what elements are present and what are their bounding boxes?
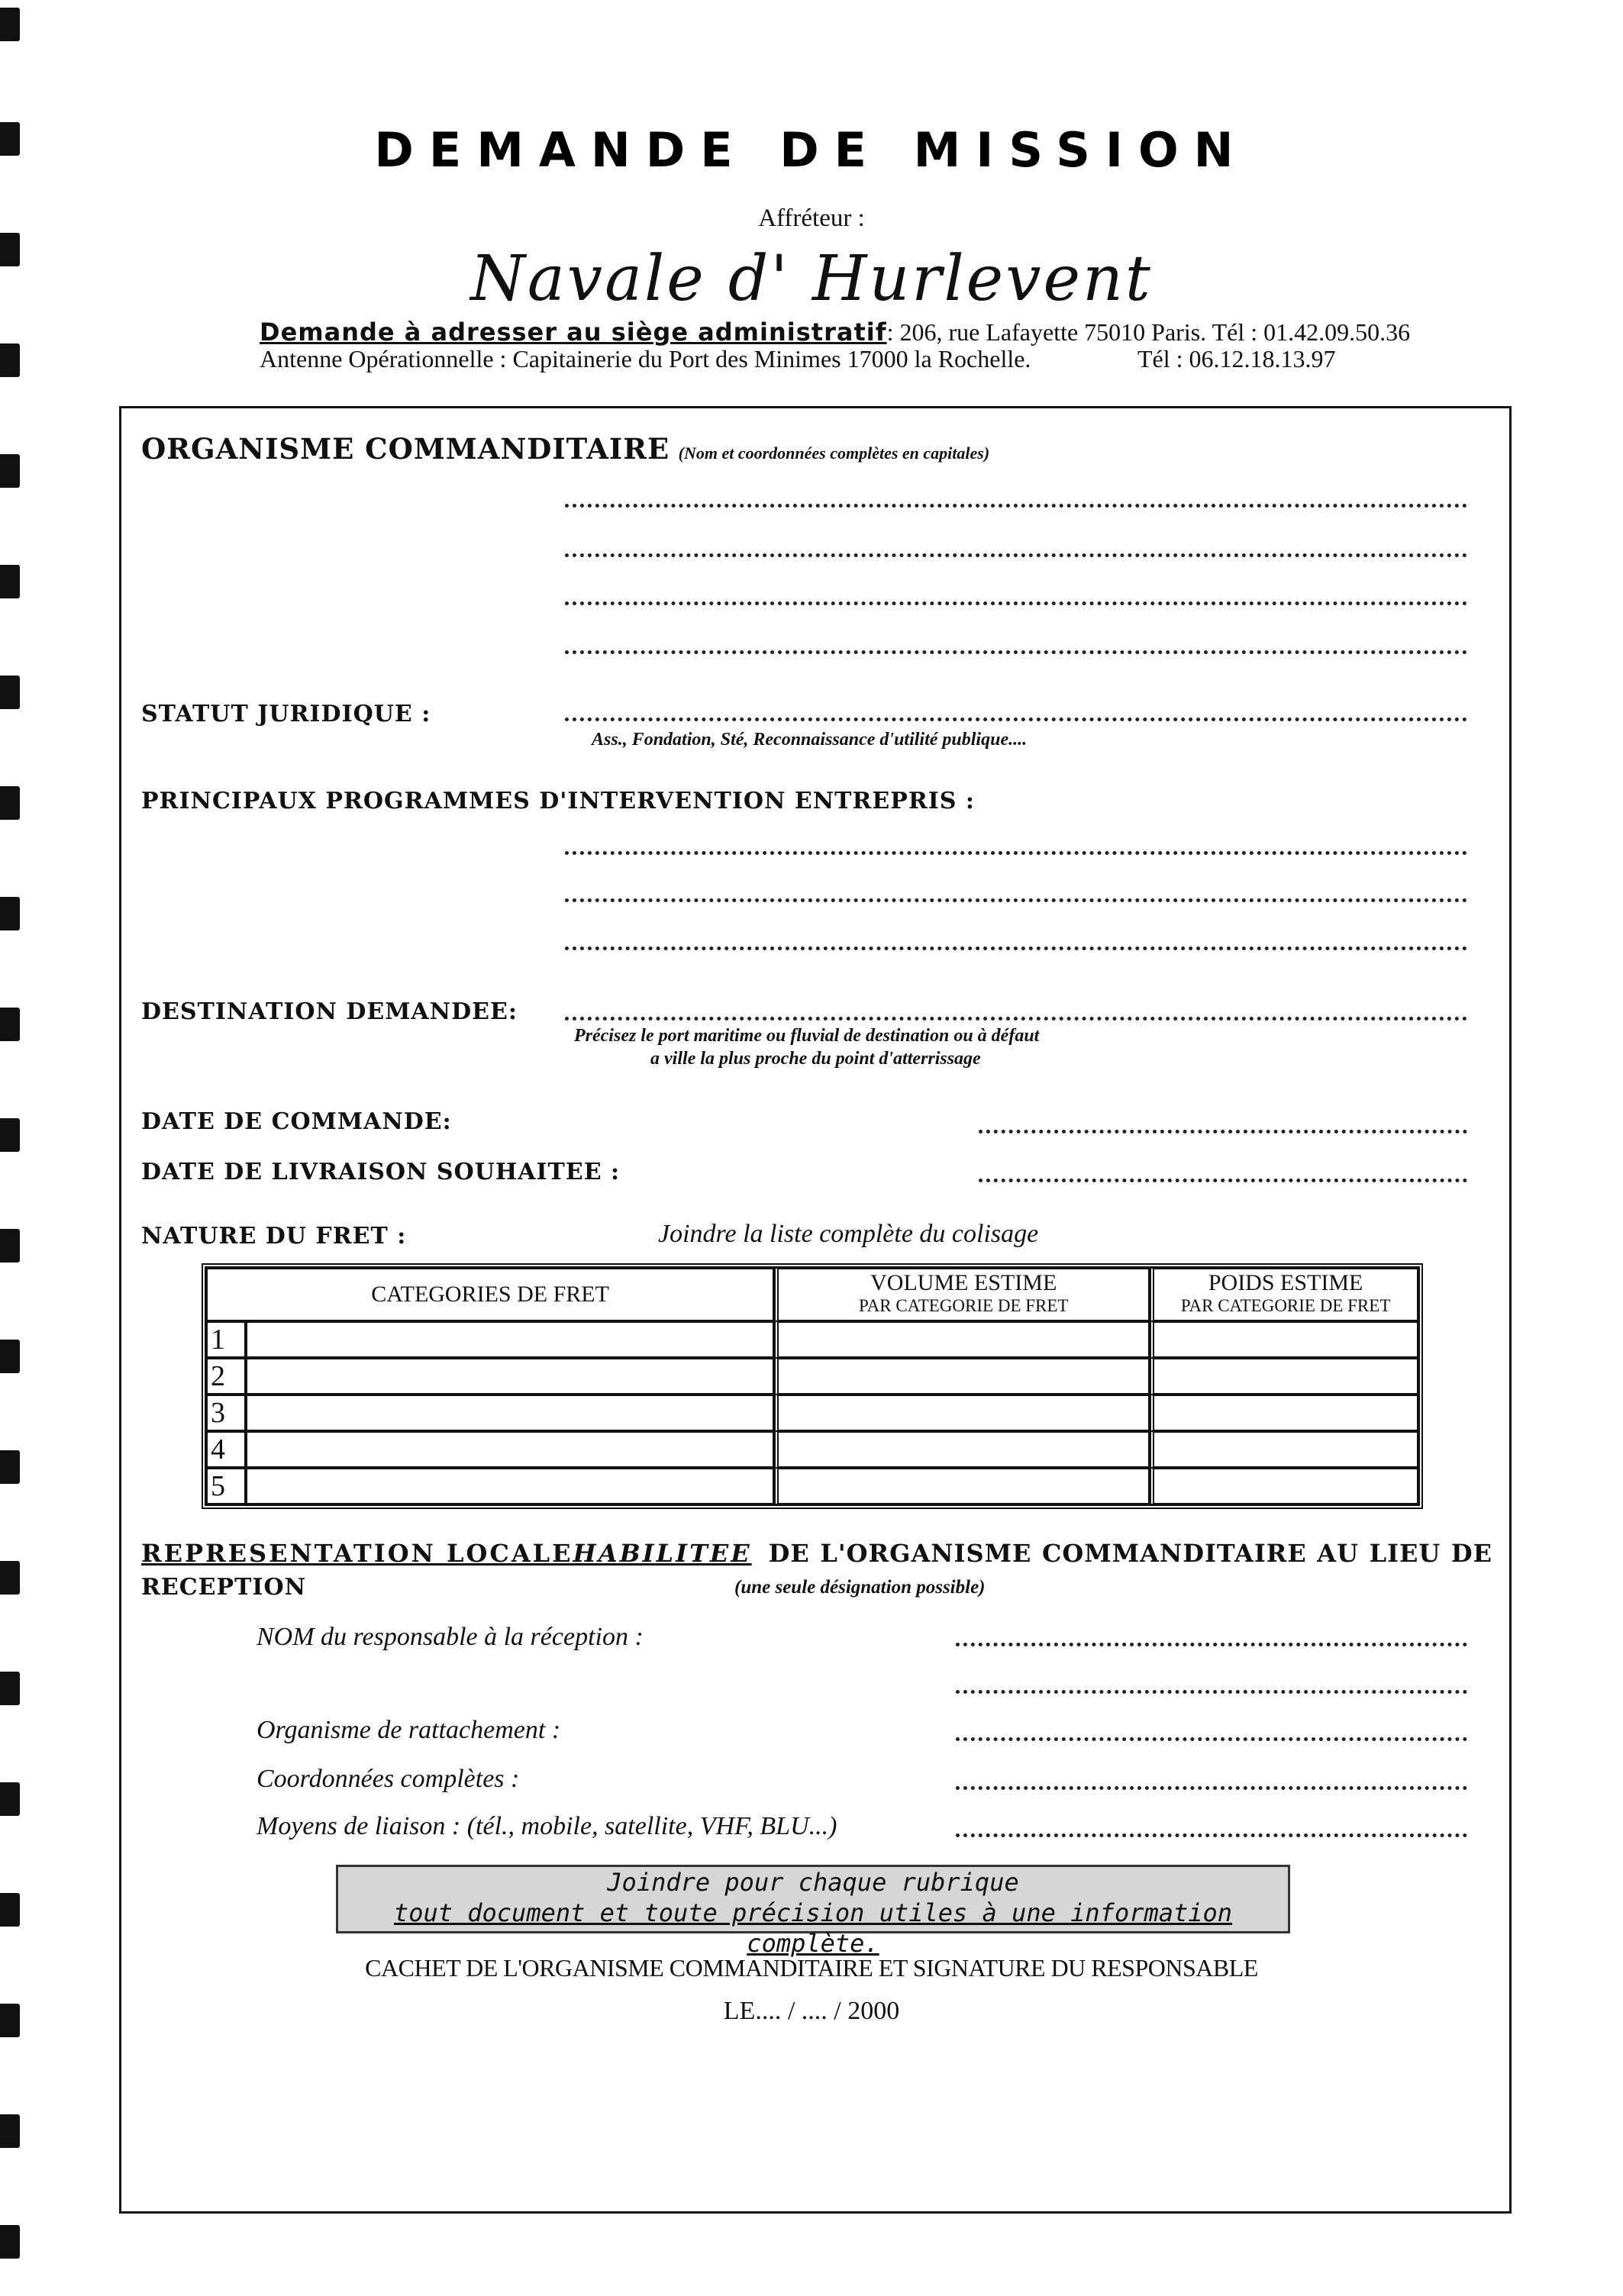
- destination-hint-1: Précisez le port maritime ou fluvial de destination ou à défaut: [574, 1026, 1040, 1046]
- categories-header-title: CATEGORIES DE FRET: [371, 1282, 609, 1307]
- date-commande-field[interactable]: [979, 1130, 1467, 1133]
- representation-heading-habilitee: HABILITEE: [573, 1539, 752, 1568]
- date-livraison-label: DATE DE LIVRAISON SOUHAITEE :: [141, 1159, 621, 1185]
- cachet-signature-label: CACHET DE L'ORGANISME COMMANDITAIRE ET SIGNATURE DU RESPONSABLE: [365, 1954, 1258, 1982]
- organisme-label: ORGANISME COMMANDITAIRE: [141, 432, 670, 466]
- poids-cell[interactable]: [1150, 1431, 1418, 1468]
- representation-heading-line2: RECEPTION: [141, 1574, 307, 1601]
- representation-heading-start: REPRESENTATION LOCALE: [141, 1539, 573, 1568]
- destination-hint-2: a ville la plus proche du point d'atterrissage: [650, 1049, 981, 1069]
- nom-label: NOM du responsable à la réception :: [257, 1623, 644, 1651]
- categorie-cell[interactable]: [246, 1431, 774, 1468]
- row-number: 4: [206, 1431, 246, 1468]
- organisme-rattachement-label: Organisme de rattachement :: [257, 1716, 561, 1744]
- table-row: [206, 1431, 1418, 1468]
- categorie-cell[interactable]: [246, 1321, 774, 1358]
- address-line: [260, 318, 1410, 347]
- poids-cell[interactable]: [1150, 1468, 1418, 1504]
- row-number: 2: [206, 1358, 246, 1395]
- page-title: DEMANDE DE MISSION: [374, 122, 1249, 178]
- volume-header-title: VOLUME ESTIME: [870, 1270, 1057, 1295]
- table-row: [206, 1321, 1418, 1358]
- volume-header: [774, 1268, 1150, 1321]
- categorie-cell[interactable]: [246, 1468, 774, 1504]
- nom-field-2[interactable]: [956, 1690, 1467, 1694]
- fret-table: [202, 1263, 1423, 1509]
- organisme-field-3[interactable]: [565, 601, 1467, 605]
- affreteur-label: Affréteur :: [758, 205, 865, 232]
- volume-cell[interactable]: [774, 1395, 1150, 1431]
- categorie-cell[interactable]: [246, 1395, 774, 1431]
- table-row: [206, 1468, 1418, 1504]
- representation-heading-rest: DE L'ORGANISME COMMANDITAIRE AU LIEU DE: [768, 1539, 1492, 1568]
- date-signature-line: LE.... / .... / 2000: [723, 1997, 900, 2025]
- address-text: : 206, rue Lafayette 75010 Paris. Tél : 01.42.09.50.36: [886, 318, 1411, 346]
- table-row: [206, 1395, 1418, 1431]
- fret-label: NATURE DU FRET :: [141, 1223, 407, 1250]
- poids-header-sub: PAR CATEGORIE DE FRET: [1180, 1296, 1391, 1315]
- poids-cell[interactable]: [1150, 1395, 1418, 1431]
- categorie-cell[interactable]: [246, 1358, 774, 1395]
- join-documents-box: [336, 1865, 1290, 1958]
- fret-note: Joindre la liste complète du colisage: [658, 1220, 1039, 1248]
- statut-field[interactable]: [565, 718, 1467, 721]
- brand-name: Navale d' Hurlevent: [470, 243, 1153, 315]
- organisme-note: (Nom et coordonnées complètes en capitales): [678, 443, 990, 463]
- antenne-line: [260, 345, 1336, 373]
- coordonnees-label: Coordonnées complètes :: [257, 1765, 520, 1793]
- coordonnees-field[interactable]: [956, 1786, 1467, 1790]
- statut-hint: Ass., Fondation, Sté, Reconnaissance d'utilité publique....: [592, 730, 1028, 750]
- organisme-rattachement-field[interactable]: [956, 1737, 1467, 1741]
- representation-heading: [141, 1539, 1492, 1568]
- representation-note: (une seule désignation possible): [734, 1577, 986, 1598]
- poids-cell[interactable]: [1150, 1358, 1418, 1395]
- spiral-binding: [0, 0, 31, 2296]
- volume-cell[interactable]: [774, 1468, 1150, 1504]
- antenne-tel: Tél : 06.12.18.13.97: [1137, 345, 1336, 372]
- programmes-field-3[interactable]: [565, 946, 1467, 950]
- programmes-field-1[interactable]: [565, 851, 1467, 855]
- organisme-field-1[interactable]: [565, 504, 1467, 508]
- poids-header: [1150, 1268, 1418, 1321]
- moyens-label: Moyens de liaison : (tél., mobile, satellite, VHF, BLU...): [257, 1812, 837, 1840]
- volume-cell[interactable]: [774, 1321, 1150, 1358]
- table-row: [206, 1358, 1418, 1395]
- join-line-2: tout document et toute précision utiles à une information complète.: [393, 1898, 1233, 1958]
- poids-header-title: POIDS ESTIME: [1208, 1270, 1363, 1295]
- volume-cell[interactable]: [774, 1358, 1150, 1395]
- organisme-heading: [141, 432, 989, 466]
- date-commande-label: DATE DE COMMANDE:: [141, 1108, 452, 1135]
- poids-cell[interactable]: [1150, 1321, 1418, 1358]
- antenne-text: Antenne Opérationnelle : Capitainerie du Port des Minimes 17000 la Rochelle.: [260, 345, 1031, 372]
- programmes-label: PRINCIPAUX PROGRAMMES D'INTERVENTION ENTREPRIS :: [141, 788, 975, 814]
- organisme-field-4[interactable]: [565, 650, 1467, 654]
- volume-header-sub: PAR CATEGORIE DE FRET: [858, 1296, 1069, 1315]
- date-livraison-field[interactable]: [979, 1179, 1467, 1182]
- nom-field-1[interactable]: [956, 1643, 1467, 1646]
- organisme-field-2[interactable]: [565, 553, 1467, 557]
- row-number: 3: [206, 1395, 246, 1431]
- fret-table-header-row: [206, 1268, 1418, 1321]
- row-number: 5: [206, 1468, 246, 1504]
- categories-header: [206, 1268, 774, 1321]
- volume-cell[interactable]: [774, 1431, 1150, 1468]
- destination-field[interactable]: [565, 1017, 1467, 1021]
- statut-label: STATUT JURIDIQUE :: [141, 701, 431, 727]
- moyens-field[interactable]: [956, 1833, 1467, 1837]
- row-number: 1: [206, 1321, 246, 1358]
- address-label: Demande à adresser au siège administratif: [260, 318, 887, 347]
- destination-label: DESTINATION DEMANDEE:: [141, 998, 518, 1025]
- programmes-field-2[interactable]: [565, 898, 1467, 902]
- join-line-1: Joindre pour chaque rubrique: [607, 1868, 1019, 1897]
